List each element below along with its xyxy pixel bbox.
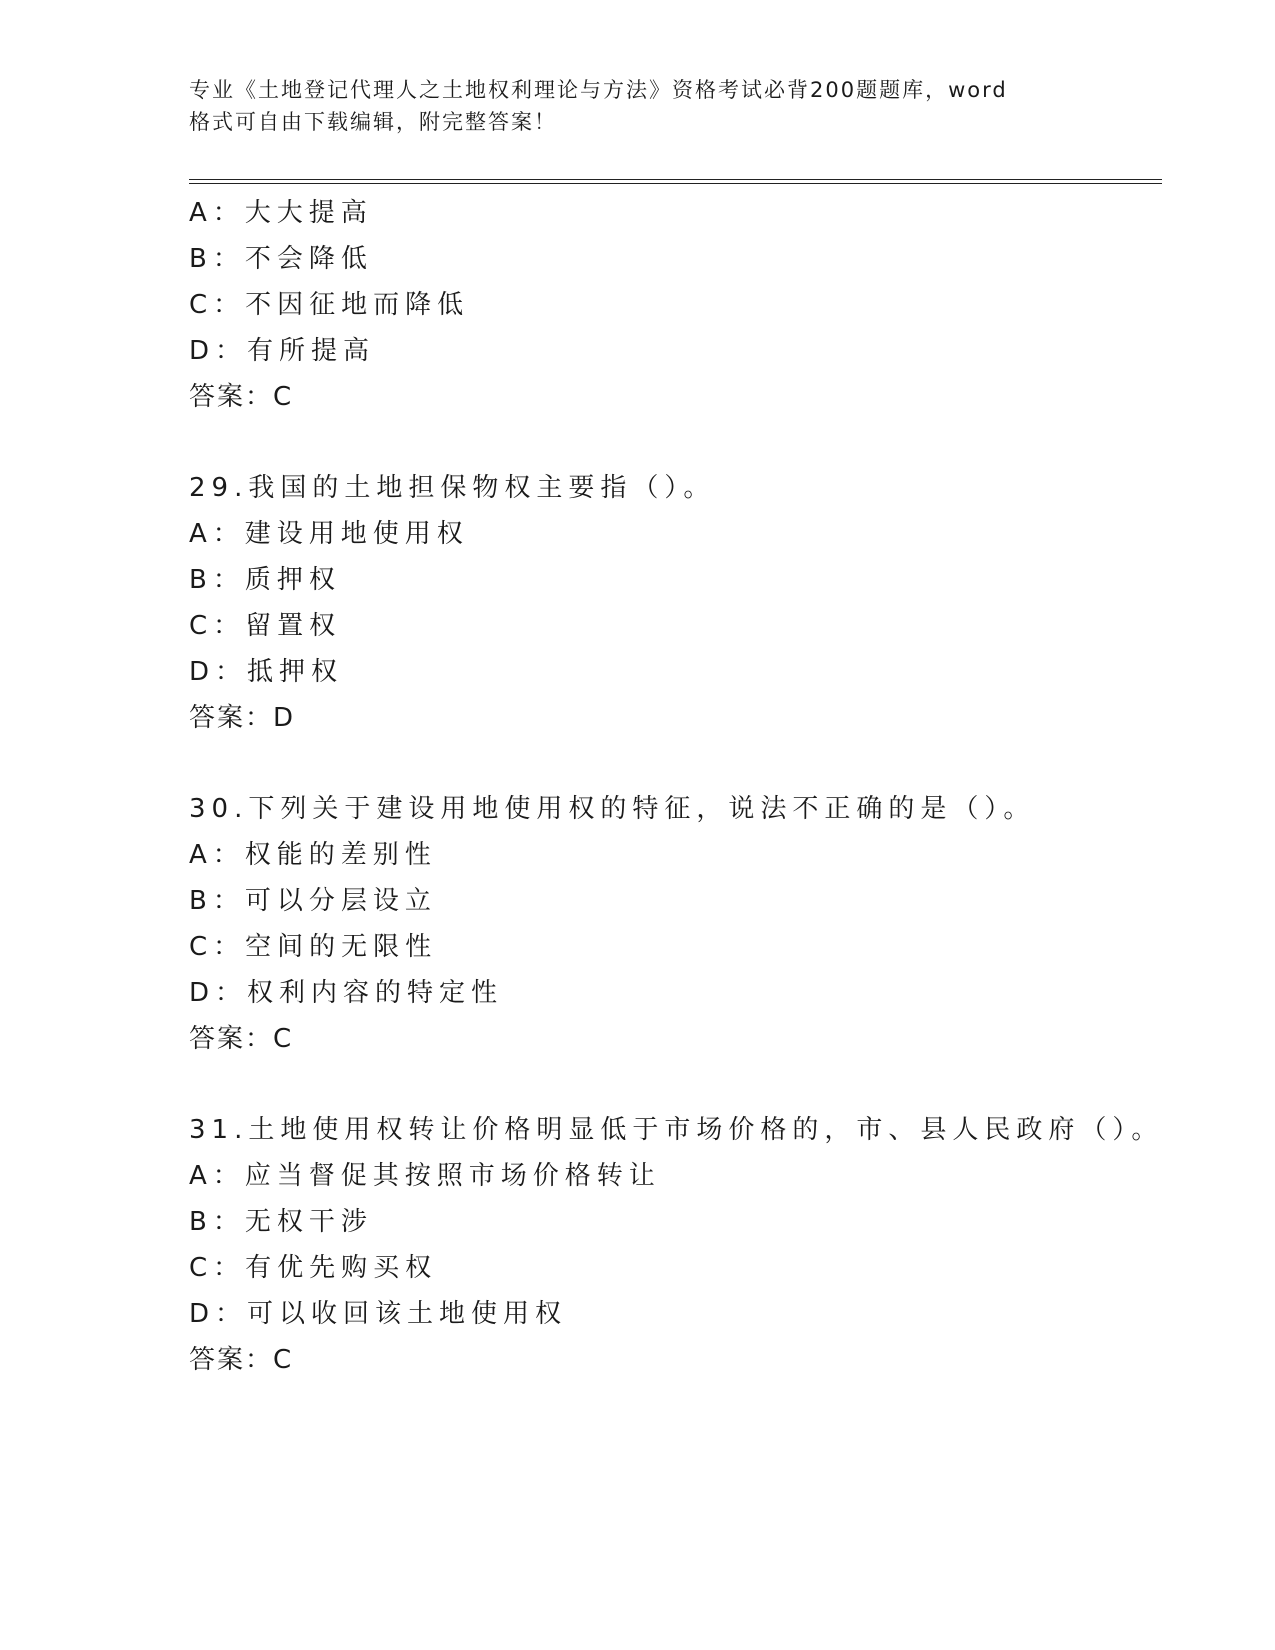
option-c: C：空间的无限性 <box>189 932 438 962</box>
question-block-31 <box>189 1107 1169 1383</box>
option-c: C：留置权 <box>189 611 342 641</box>
answer-line: 答案：C <box>189 1024 294 1054</box>
question-stem: 29.我国的土地担保物权主要指（）。 <box>189 473 716 503</box>
option-b: B：可以分层设立 <box>189 886 437 916</box>
question-stem: 31.土地使用权转让价格明显低于市场价格的，市、县人民政府（）。 <box>189 1115 1164 1145</box>
question-block-28 <box>189 190 1169 420</box>
header-divider-bottom <box>189 183 1162 184</box>
question-block-30 <box>189 786 1169 1062</box>
question-block-29 <box>189 465 1169 741</box>
option-d: D：有所提高 <box>189 336 376 366</box>
option-a: A：权能的差别性 <box>189 840 437 870</box>
question-stem: 30.下列关于建设用地使用权的特征，说法不正确的是（）。 <box>189 794 1036 824</box>
header-title-line-1: 专业《土地登记代理人之土地权利理论与方法》资格考试必背200题题库，word <box>189 78 1008 102</box>
header-divider-top <box>189 179 1162 180</box>
option-d: D：可以收回该土地使用权 <box>189 1299 568 1329</box>
option-a: A：大大提高 <box>189 198 373 228</box>
question-spacer <box>189 741 1169 786</box>
question-spacer <box>189 420 1169 465</box>
option-c: C：有优先购买权 <box>189 1253 438 1283</box>
document-header <box>189 74 1069 138</box>
question-list <box>189 190 1169 1383</box>
answer-line: 答案：C <box>189 382 294 412</box>
option-a: A：建设用地使用权 <box>189 519 469 549</box>
option-b: B：质押权 <box>189 565 341 595</box>
option-d: D：抵押权 <box>189 657 344 687</box>
answer-line: 答案：C <box>189 1345 294 1375</box>
option-d: D：权利内容的特定性 <box>189 978 504 1008</box>
option-b: B：不会降低 <box>189 244 373 274</box>
question-spacer <box>189 1062 1169 1107</box>
header-title-line-2: 格式可自由下载编辑，附完整答案！ <box>189 110 557 134</box>
option-c: C：不因征地而降低 <box>189 290 470 320</box>
answer-line: 答案：D <box>189 703 296 733</box>
option-a: A：应当督促其按照市场价格转让 <box>189 1161 661 1191</box>
option-b: B：无权干涉 <box>189 1207 373 1237</box>
